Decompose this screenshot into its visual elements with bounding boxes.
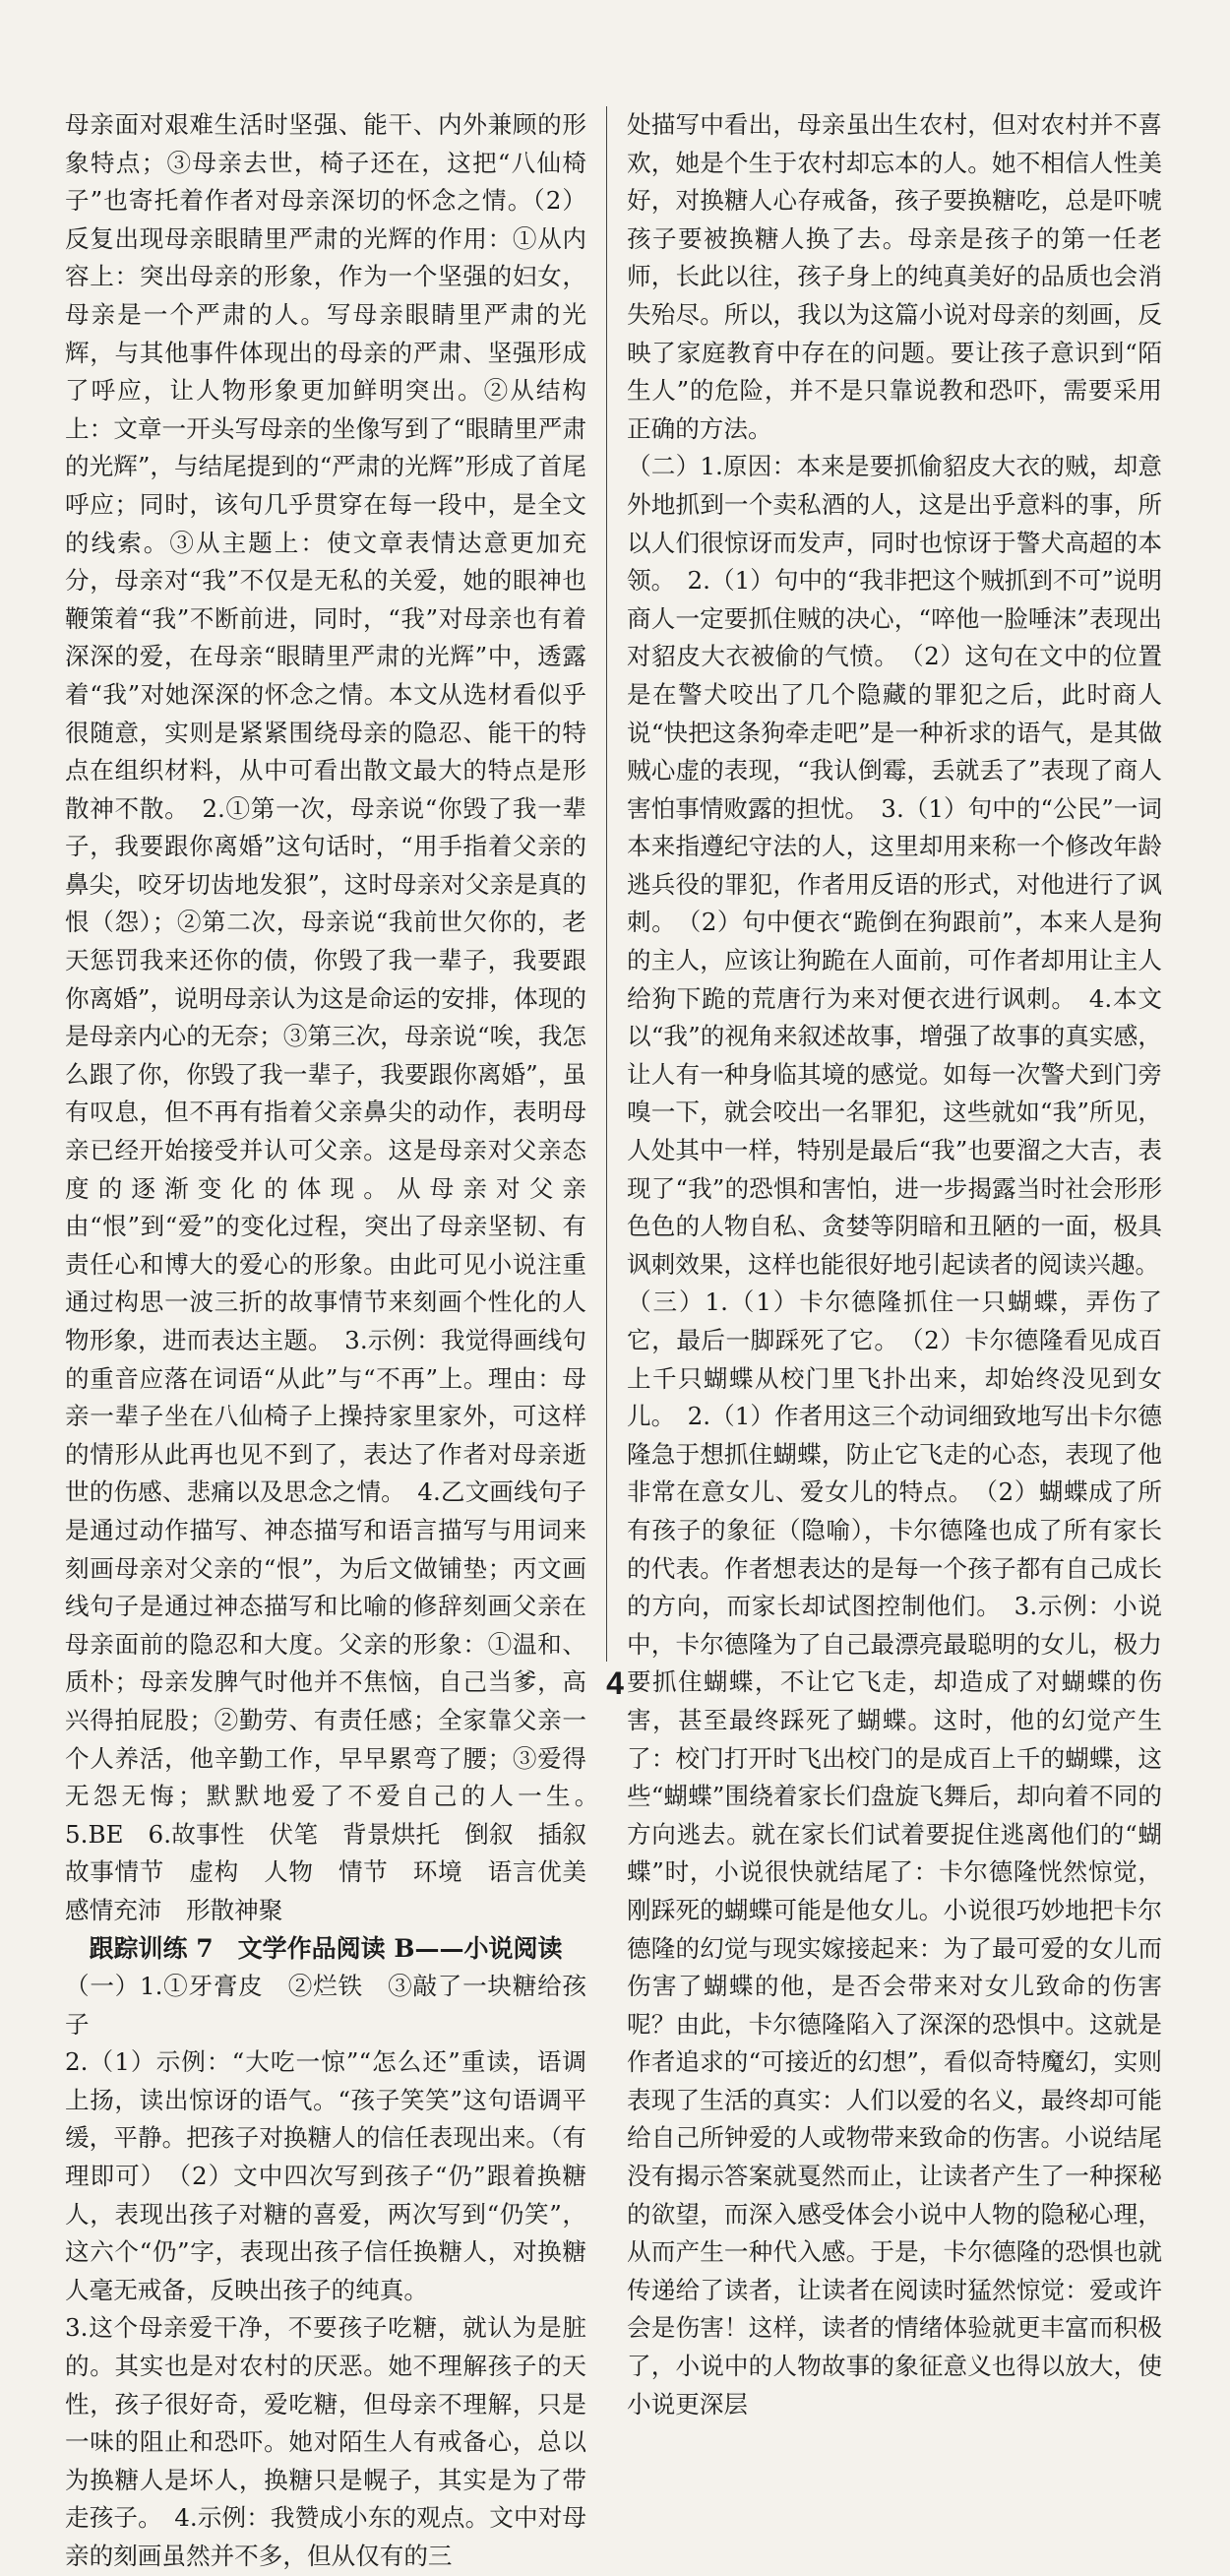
right-column [606, 106, 1162, 2419]
left-column [65, 106, 611, 2570]
answer-paragraph: （一）1.①牙膏皮 ②烂铁 ③敲了一块糖给孩子 [65, 1972, 586, 2039]
two-column-body [65, 106, 1171, 2570]
answer-paragraph: 2.（1）示例：“大吃一惊”“怎么还”重读，语调上扬，读出惊讶的语气。“孩子笑笑”这句语调平缓，平静。把孩子对换糖人的信任表现出来。（有理即可） （2）文中四次写到孩子“仍”跟着换糖人，表现出孩子对糖的喜爱，两次写到“仍笑”，这六个“仍”字，表现出孩子信任换糖人，对换糖人毫无戒备，反映出孩子的纯真。 [65, 2047, 586, 2304]
answer-paragraph: 母亲面对艰难生活时坚强、能干、内外兼顾的形象特点；③母亲去世，椅子还在，这把“八仙椅子”也寄托着作者对母亲深切的怀念之情。（2）反复出现母亲眼睛里严肃的光辉的作用：①从内容上：突出母亲的形象，作为一个坚强的妇女，母亲是一个严肃的人。写母亲眼睛里严肃的光辉，与其他事件体现出的母亲的严肃、坚强形成了呼应，让人物形象更加鲜明突出。②从结构上：文章一开头写母亲的坐像写到了“眼睛里严肃的光辉”，与结尾提到的“严肃的光辉”形成了首尾呼应；同时，该句几乎贯穿在每一段中，是全文的线索。③从主题上：使文章表情达意更加充分，母亲对“我”不仅是无私的关爱，她的眼神也鞭策着“我”不断前进，同时，“我”对母亲也有着深深的爱，在母亲“眼睛里严肃的光辉”中，透露着“我”对她深深的怀念之情。本文从选材看似乎很随意，实则是紧紧围绕母亲的隐忍、能干的特点在组织材料，从中可看出散文最大的特点是形散神不散。 2.①第一次，母亲说“你毁了我一辈子，我要跟你离婚”这句话时，“用手指着父亲的鼻尖，咬牙切齿地发狠”，这时母亲对父亲是真的恨（怨）；②第二次，母亲说“我前世欠你的，老天惩罚我来还你的债，你毁了我一辈子，我要跟你离婚”，说明母亲认为这是命运的安排，体现的是母亲内心的无奈；③第三次，母亲说“唉，我怎么跟了你，你毁了我一辈子，我要跟你离婚”，虽有叹息，但不再有指着父亲鼻尖的动作，表明母亲已经开始接受并认可父亲。这是母亲对父亲态度的逐渐变化的体现。从母亲对父亲由“恨”到“爱”的变化过程，突出了母亲坚韧、有责任心和博大的爱心的形象。由此可见小说注重通过构思一波三折的故事情节来刻画个性化的人物形象，进而表达主题。 3.示例：我觉得画线句的重音应落在词语“从此”与“不再”上。理由：母亲一辈子坐在八仙椅子上操持家里家外，可这样的情形从此再也见不到了，表达了作者对母亲逝世的伤感、悲痛以及思念之情。 4.乙文画线句子是通过动作描写、神态描写和语言描写与用词来刻画母亲对父亲的“恨”，为后文做铺垫；丙文画线句子是通过神态描写和比喻的修辞刻画父亲在母亲面前的隐忍和大度。父亲的形象：①温和、质朴；母亲发脾气时他并不焦恼，自己当爹，高兴得拍屁股；②勤劳、有责任感；全家靠父亲一个人养活，他辛勤工作，早早累弯了腰；③爱得无怨无悔；默默地爱了不爱自己的人一生。 5.BE 6.故事性 伏笔 背景烘托 倒叙 插叙 故事情节 虚构 人物 情节 环境 语言优美 感情充沛 形散神聚 [65, 110, 611, 1924]
page-number: 4 [606, 1665, 624, 1701]
section-heading: 跟踪训练 7 文学作品阅读 B——小说阅读 [89, 1933, 563, 1963]
answer-paragraph: 处描写中看出，母亲虽出生农村，但对农村并不喜欢，她是个生于农村却忘本的人。她不相信人性美好，对换糖人心存戒备，孩子要换糖吃，总是吓唬孩子要被换糖人换了去。母亲是孩子的第一任老师，长此以往，孩子身上的纯真美好的品质也会消失殆尽。所以，我以为这篇小说对母亲的刻画，反映了家庭教育中存在的问题。要让孩子意识到“陌生人”的危险，并不是只靠说教和恐吓，需要采用正确的方法。 [627, 110, 1162, 443]
answer-paragraph: （二）1.原因：本来是要抓偷貂皮大衣的贼，却意外地抓到一个卖私酒的人，这是出乎意料的事，所以人们很惊讶而发声，同时也惊讶于警犬高超的本领。 2.（1）句中的“我非把这个贼抓到不可”说明商人一定要抓住贼的决心，“啐他一脸唾沫”表现出对貂皮大衣被偷的气愤。 （2）这句在文中的位置是在警犬咬出了几个隐藏的罪犯之后，此时商人说“快把这条狗牵走吧”是一种祈求的语气，是其做贼心虚的表现，“我认倒霉，丢就丢了”表现了商人害怕事情败露的担忧。 3.（1）句中的“公民”一词本来指遵纪守法的人，这里却用来称一个修改年龄逃兵役的罪犯，作者用反语的形式，对他进行了讽刺。 （2）句中便衣“跪倒在狗跟前”，本来人是狗的主人，应该让狗跪在人面前，可作者却用让主人给狗下跪的荒唐行为来对便衣进行讽刺。 4.本文以“我”的视角来叙述故事，增强了故事的真实感，让人有一种身临其境的感觉。如每一次警犬到门旁嗅一下，就会咬出一名罪犯，这些就如“我”所见，人处其中一样，特别是最后“我”也要溜之大吉，表现了“我”的恐惧和害怕，进一步揭露当时社会形形色色的人物自私、贪婪等阴暗和丑陋的一面，极具讽刺效果，这样也能很好地引起读者的阅读兴趣。 [627, 452, 1162, 1279]
answer-paragraph: （三）1.（1）卡尔德隆抓住一只蝴蝶，弄伤了它，最后一脚踩死了它。 （2）卡尔德隆看见成百上千只蝴蝶从校门里飞扑出来，却始终没见到女儿。 2.（1）作者用这三个动词细致地写出卡尔德隆急于想抓住蝴蝶，防止它飞走的心态，表现了他非常在意女儿、爱女儿的特点。 （2）蝴蝶成了所有孩子的象征（隐喻），卡尔德隆也成了所有家长的代表。作者想表达的是每一个孩子都有自己成长的方向，而家长却试图控制他们。 3.示例：小说中，卡尔德隆为了自己最漂亮最聪明的女儿，极力要抓住蝴蝶，不让它飞走，却造成了对蝴蝶的伤害，甚至最终踩死了蝴蝶。这时，他的幻觉产生了：校门打开时飞出校门的是成百上千的蝴蝶，这些“蝴蝶”围绕着家长们盘旋飞舞后，却向着不同的方向逃去。就在家长们试着要捉住逃离他们的“蝴蝶”时，小说很快就结尾了：卡尔德隆恍然惊觉，刚踩死的蝴蝶可能是他女儿。小说很巧妙地把卡尔德隆的幻觉与现实嫁接起来：为了最可爱的女儿而伤害了蝴蝶的他，是否会带来对女儿致命的伤害呢？由此，卡尔德隆陷入了深深的恐惧中。这就是作者追求的“可接近的幻想”，看似奇特魔幻，实则表现了生活的真实：人们以爱的名义，最终却可能给自己所钟爱的人或物带来致命的伤害。小说结尾没有揭示答案就戛然而止，让读者产生了一种探秘的欲望，而深入感受体会小说中人物的隐秘心理，从而产生一种代入感。于是，卡尔德隆的恐惧也就传递给了读者，让读者在阅读时猛然惊觉：爱或许会是伤害！这样，读者的情绪体验就更丰富而积极了，小说中的人物故事的象征意义也得以放大，使小说更深层 [627, 1288, 1162, 2419]
answer-paragraph: 3.这个母亲爱干净，不要孩子吃糖，就认为是脏的。其实也是对农村的厌恶。她不理解孩子的天性，孩子很好奇，爱吃糖，但母亲不理解，只是一味的阻止和恐吓。她对陌生人有戒备心，总以为换糖人是坏人，换糖只是幌子，其实是为了带走孩子。 4.示例：我赞成小东的观点。文中对母亲的刻画虽然并不多，但从仅有的三 [65, 2313, 586, 2570]
